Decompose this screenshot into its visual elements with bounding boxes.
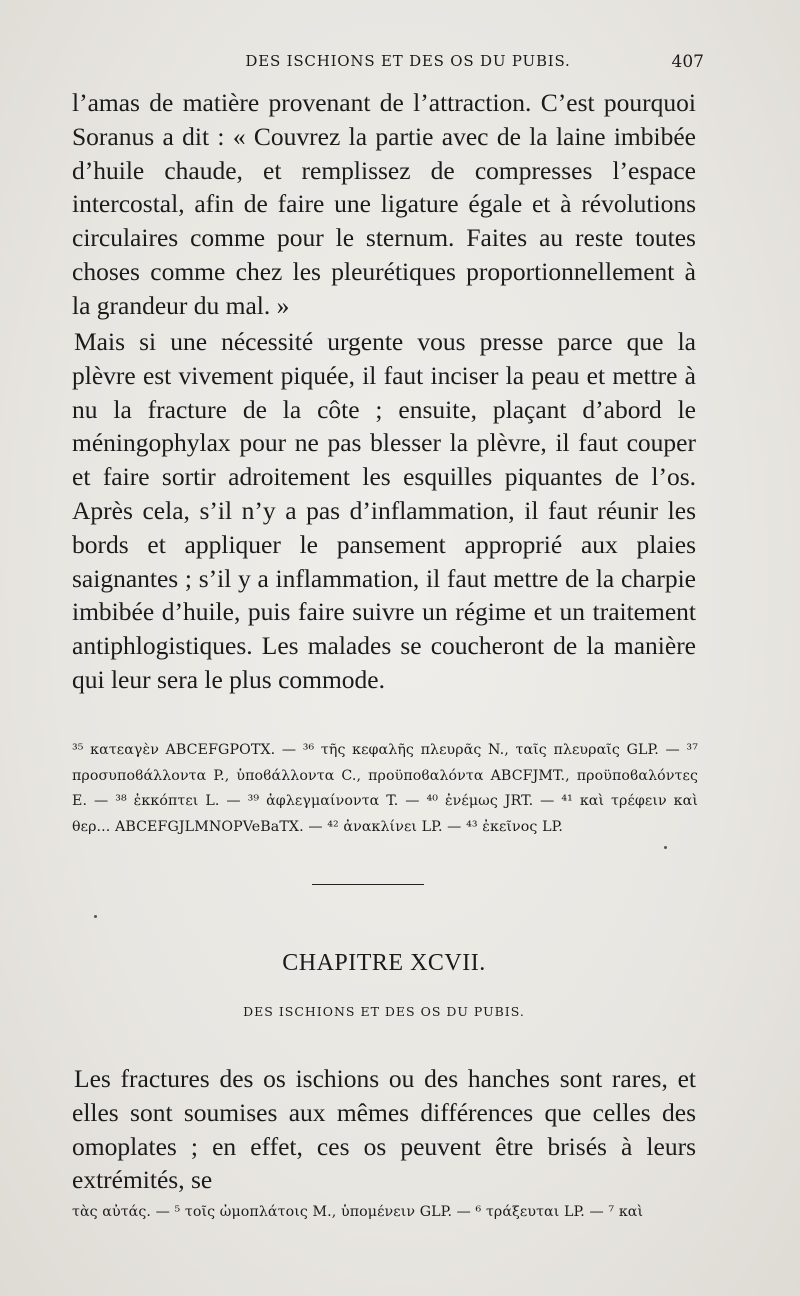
paragraph-block xyxy=(72,1062,696,1197)
paragraph: Les fractures des os ischions ou des hanches sont rares, et elles sont soumises aux mêmes différences que celles des omoplates ; en effet, ces os peuvent être brisés à leurs extrémités, se xyxy=(72,1064,696,1195)
paragraph-block xyxy=(72,325,696,697)
running-head xyxy=(72,52,704,78)
footnotes-greek-bottom: τὰς αὐτάς. — ⁵ τοῖς ὠμοπλάτοις M., ὑπομένειν GLP. — ⁶ τράξευται LP. — ⁷ καὶ xyxy=(72,1204,644,1220)
section-divider xyxy=(312,884,424,885)
footnotes-greek: ³⁵ κατεαγὲν ABCEFGPOTX. — ³⁶ τῆς κεφαλῆς πλευρᾶς N., ταῖς πλευραῖς GLP. — ³⁷ προσυποϐάλλοντα P., ὑποϐάλλοντα C., προϋποϐαλόντα ABCFJMT., προϋποϐαλόντες E. — ³⁸ ἐκκόπτει L. — ³⁹ ἀφλεγμαίνοντα T. — ⁴⁰ ἐνέμως JRT. — ⁴¹ καὶ τρέφειν καὶ θερ... ABCEFGJLMNOPVeBaTX. — ⁴² ἀνακλίνει LP. — ⁴³ ἐκεῖνος LP. xyxy=(72,742,698,835)
chapter-subtitle: DES ISCHIONS ET DES OS DU PUBIS. xyxy=(243,1004,525,1019)
speck-mark xyxy=(94,915,97,918)
paragraph: l’amas de matière provenant de l’attraction. C’est pourquoi Soranus a dit : « Couvrez la partie avec de la laine imbibée d’huile chaude, et remplissez de compresses l’espace intercostal, afin de faire une ligature égale et à révolutions circulaires comme pour le sternum. Faites au reste toutes choses comme chez les pleurétiques proportionnellement à la grandeur du mal. » xyxy=(72,88,696,320)
page-number: 407 xyxy=(671,52,704,72)
chapter-title: CHAPITRE XCVII. xyxy=(282,950,486,976)
paragraph-continuation xyxy=(72,86,696,323)
paragraph: Mais si une nécessité urgente vous presse parce que la plèvre est vivement piquée, il faut inciser la peau et mettre à nu la fracture de la côte ; ensuite, plaçant d’abord le méningophylax pour ne pas blesser la plèvre, il faut couper et faire sortir adroitement les esquilles piquantes de l’os. Après cela, s’il n’y a pas d’inflammation, il faut réunir les bords et appliquer le pansement approprié aux plaies saignantes ; s’il y a inflammation, il faut mettre de la charpie imbibée d’huile, puis faire suivre un régime et un traitement antiphlogistiques. Les malades se coucheront de la manière qui leur sera le plus commode. xyxy=(72,327,696,694)
running-title: DES ISCHIONS ET DES OS DU PUBIS. xyxy=(245,52,571,70)
speck-mark xyxy=(664,846,667,849)
